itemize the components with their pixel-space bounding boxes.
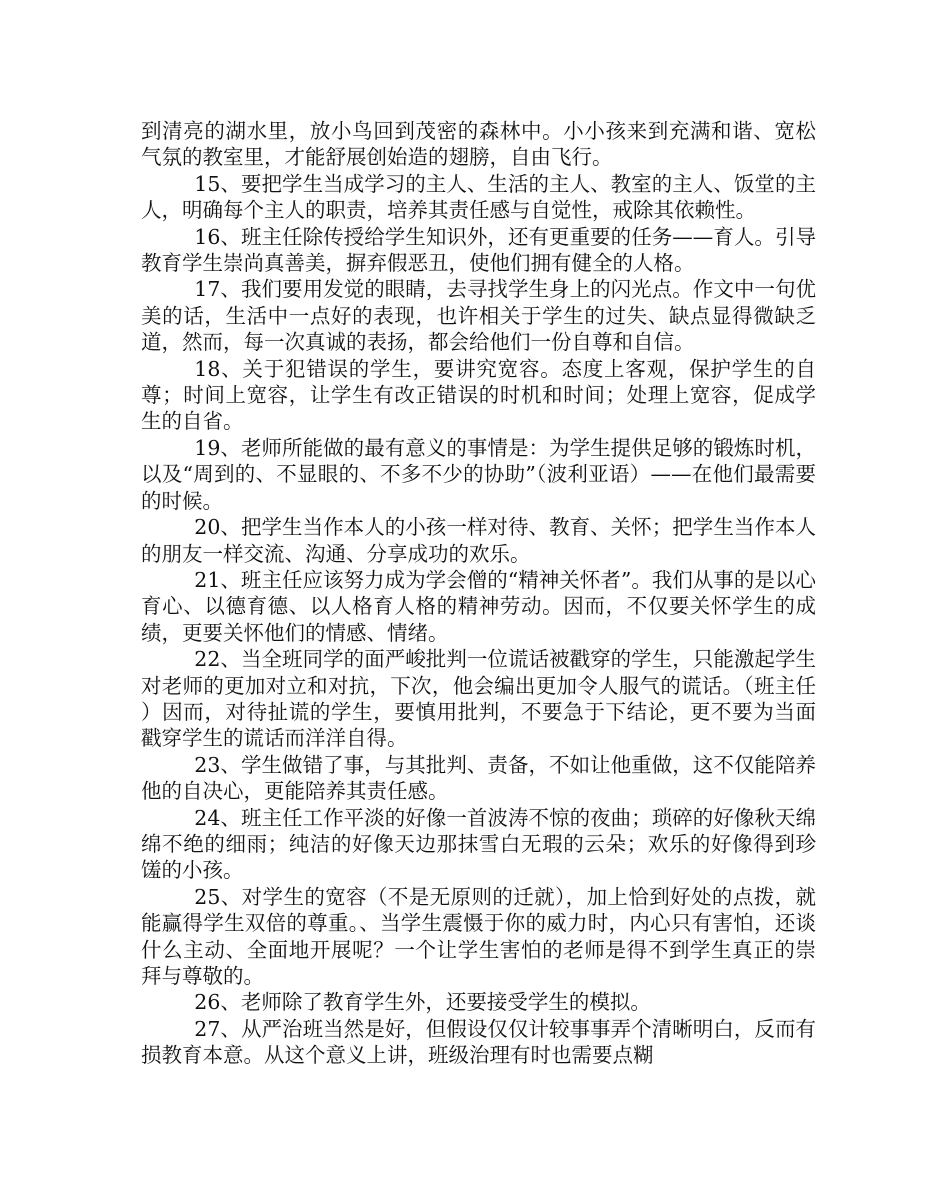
paragraph-26: 26、老师除了教育学生外，还要接受学生的模拟。 xyxy=(194,990,651,1015)
paragraph-24: 24、班主任工作平淡的好像一首波涛不惊的夜曲；琐碎的好像秋天绵绵不绝的细雨；纯洁的好像天边那抹雪白无瑕的云朵；欢乐的好像得到珍馐的小孩。 xyxy=(141,805,816,883)
paragraph-21: 21、班主任应该努力成为学会僧的“精神关怀者”。我们从事的是以心育心、以德育德、以人格育人格的精神劳动。因而，不仅要关怀学生的成绩，更要关怀他们的情感、情绪。 xyxy=(141,567,816,645)
paragraph-continuation: 到清亮的湖水里，放小鸟回到茂密的森林中。小小孩来到充满和谐、宽松气氛的教室里，才能舒展创始造的翅膀，自由飞行。 xyxy=(141,119,816,170)
paragraph-17: 17、我们要用发觉的眼睛，去寻找学生身上的闪光点。作文中一句优美的话，生活中一点好的表现，也许相关于学生的过失、缺点显得微缺乏道，然而，每一次真诚的表扬，都会给他们一份自尊和自信。 xyxy=(141,277,816,355)
paragraph-19: 19、老师所能做的最有意义的事情是：为学生提供足够的锻炼时机，以及“周到的、不显眼的、不多不少的协助”（波利亚语）——在他们最需要的时候。 xyxy=(141,435,816,513)
paragraph-22: 22、当全班同学的面严峻批判一位谎话被戳穿的学生，只能激起学生对老师的更加对立和对抗，下次，他会编出更加令人服气的谎话。（班主任 ）因而，对待扯谎的学生，要慎用批判，不要急于下结论，更不要为当面戳穿学生的谎话而洋洋自得。 xyxy=(141,647,857,751)
paragraph-15: 15、要把学生当成学习的主人、生活的主人、教室的主人、饭堂的主人，明确每个主人的职责，培养其责任感与自觉性，戒除其依赖性。 xyxy=(141,171,816,223)
paragraph-25: 25、对学生的宽容（不是无原则的迁就），加上恰到好处的点拨，就能赢得学生双倍的尊重。、当学生震慑于你的威力时，内心只有害怕，还谈什么主动、全面地开展呢？一个让学生害怕的老师是得不到学生真正的崇拜与尊敬的。 xyxy=(141,884,816,988)
paragraph-18: 18、关于犯错误的学生，要讲究宽容。态度上客观，保护学生的自尊；时间上宽容，让学生有改正错误的时机和时间；处理上宽容，促成学生的自省。 xyxy=(141,356,816,434)
paragraph-20: 20、把学生当作本人的小孩一样对待、教育、关怀；把学生当作本人的朋友一样交流、沟通、分享成功的欢乐。 xyxy=(141,515,816,566)
paragraph-16: 16、班主任除传授给学生知识外，还有更重要的任务——育人。引导教育学生崇尚真善美，摒弃假恶丑，使他们拥有健全的人格。 xyxy=(141,224,816,276)
document-body xyxy=(141,118,857,1069)
paragraph-23: 23、学生做错了事，与其批判、责备，不如让他重做，这不仅能陪养他的自决心，更能陪养其责任感。 xyxy=(141,752,816,804)
paragraph-27: 27、从严治班当然是好，但假设仅仅计较事事弄个清晰明白，反而有损教育本意。从这个意义上讲，班级治理有时也需要点糊 xyxy=(141,1016,816,1068)
